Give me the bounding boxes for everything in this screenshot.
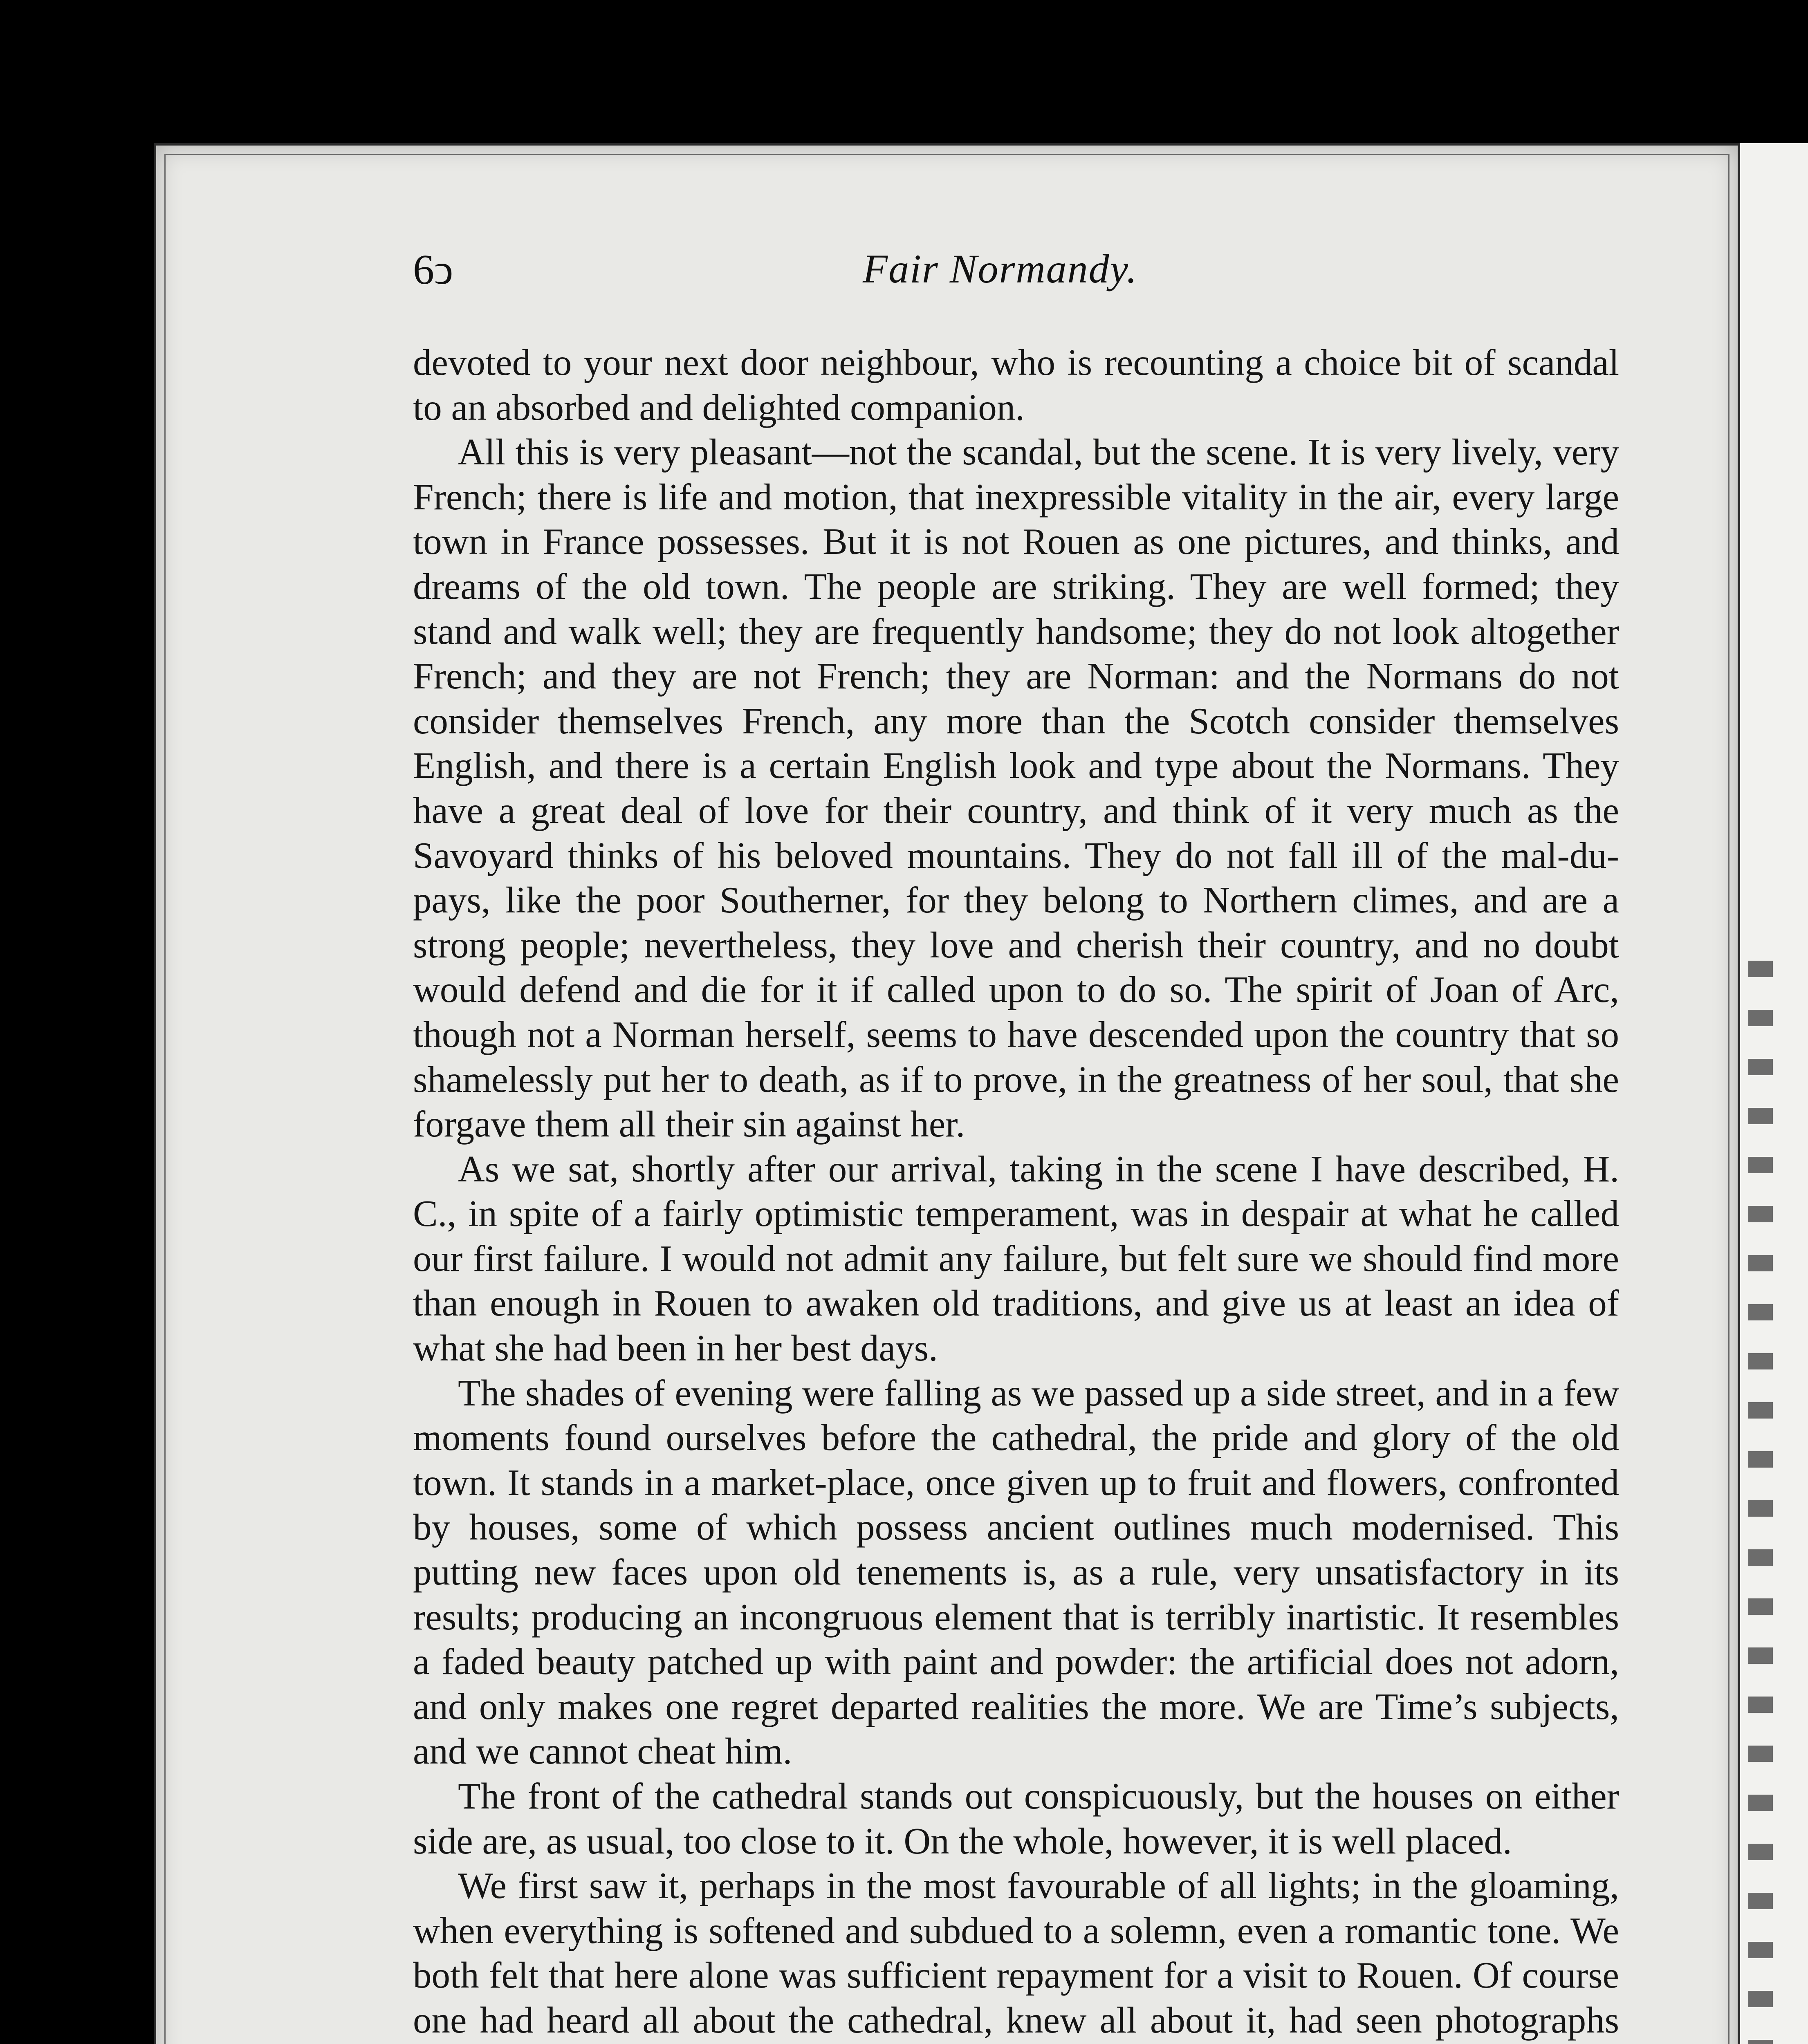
- paragraph: We first saw it, perhaps in the most favourable of all lights; in the gloaming, when everything is softened and subdued to a solemn, even a romantic tone. We both felt that here alone was sufficient repayment for a visit to Rouen. Of course one had heard all about the cathedral, knew all about it, had seen photographs: [413, 1865, 1619, 2041]
- paragraph: The front of the cathedral stands out conspicuously, but the houses on either side are, as usual, too close to it. On the whole, however, it is well placed.: [413, 1775, 1619, 1862]
- page-number: 6ↄ: [413, 246, 453, 293]
- paragraph: devoted to your next door neighbour, who is recounting a choice bit of scandal to an absorbed and delighted companion.: [413, 342, 1619, 428]
- paragraph: As we sat, shortly after our arrival, taking in the scene I have described, H. C., in spite of a fairly optimistic temperament, was in despair at what he called our first failure. I would not admit any failure, but felt sure we should find more than enough in Rouen to awaken old traditions, and give us at least an idea of what she had been in her best days.: [413, 1148, 1619, 1369]
- facing-page-edge: [1740, 143, 1808, 2044]
- running-title: Fair Normandy.: [863, 246, 1138, 291]
- paragraph: All this is very pleasant—not the scandal, but the scene. It is very lively, very French; there is life and motion, that inexpressible vitality in the air, every large town in France possesses. But it is not Rouen as one pictures, and thinks, and dreams of the old town. The people are striking. They are well formed; they stand and walk well; they are frequently handsome; they do not look altogether French; and they are not French; they are Norman: and the Normans do not consider themselves French, any more than the Scotch consider themselves English, and there is a certain English look and type about the Normans. They have a great deal of love for their country, and think of it very much as the Savoyard thinks of his beloved mountains. They do not fall ill of the mal-du-pays, like the poor Southerner, for they belong to Northern climes, and are a strong people; nevertheless, they love and cherish their country, and no doubt would defend and die for it if called upon to do so. The spirit of Joan of Arc, though not a Norman herself, seems to have descended upon the country that so shamelessly put her to death, as if to prove, in the greatness of her soul, that she forgave them all their sin against her.: [413, 431, 1619, 1145]
- running-head: [413, 245, 1619, 303]
- body-text: [413, 340, 1619, 2044]
- paragraph: The shades of evening were falling as we passed up a side street, and in a few moments found ourselves before the cathedral, the pride and glory of the old town. It stands in a market-place, once given up to fruit and flowers, confronted by houses, some of which possess ancient outlines much modernised. This putting new faces upon old tenements is, as a rule, very unsatisfactory in its results; producing an incongruous element that is terribly inartistic. It resembles a faded beauty patched up with paint and powder: the artificial does not adorn, and only makes one regret departed realities the more. We are Time’s subjects, and we cannot cheat him.: [413, 1372, 1619, 1772]
